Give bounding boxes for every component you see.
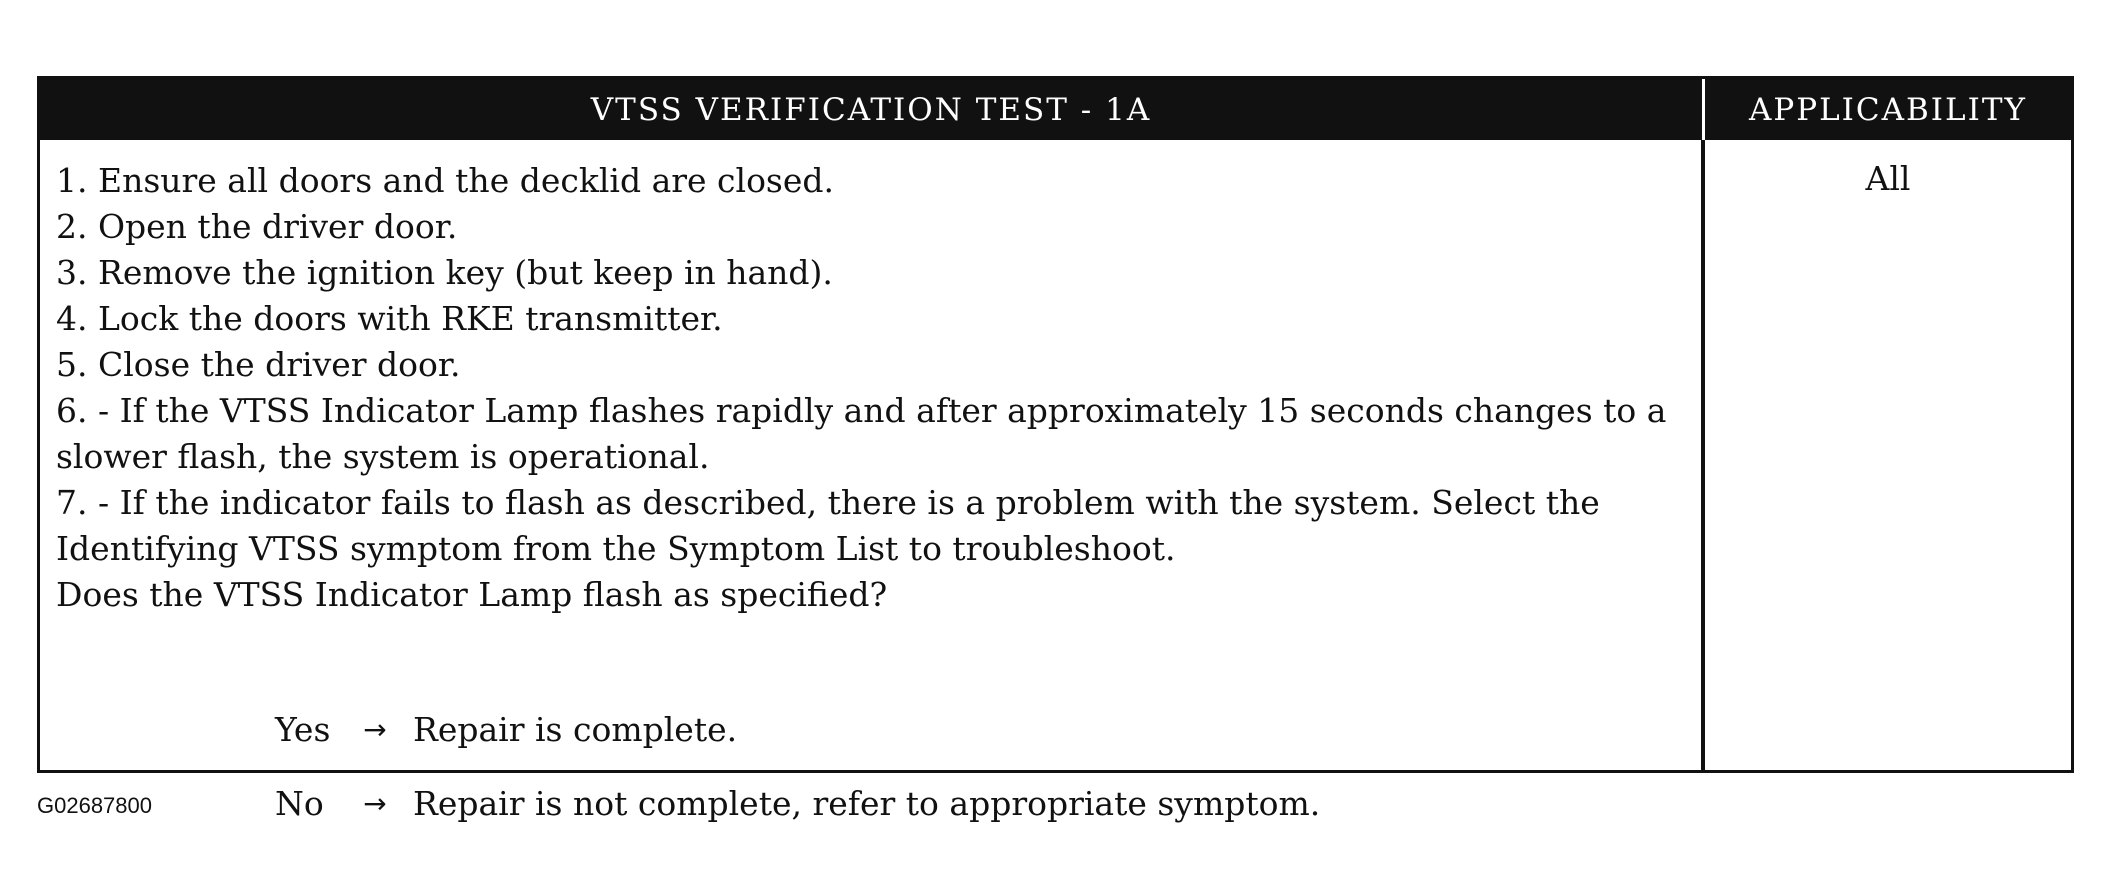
outcome-result: Repair is complete. (413, 710, 738, 749)
step-item: 3. Remove the ignition key (but keep in hand). (56, 253, 833, 292)
right-arrow-icon: → (363, 787, 387, 820)
step-list (56, 158, 1701, 572)
outcome-result: Repair is not complete, refer to appropriate symptom. (413, 784, 1321, 823)
step-item: 5. Close the driver door. (56, 345, 461, 384)
answer-label: Yes (275, 710, 331, 749)
step-item: 4. Lock the doors with RKE transmitter. (56, 299, 723, 338)
applicability-value: All (1865, 159, 1911, 198)
step-item: 7. - If the indicator fails to flash as described, there is a problem with the system. Select the Identifying VTSS symptom from the Symptom List to troubleshoot. (56, 483, 1611, 568)
outcome-yes (275, 707, 737, 753)
applicability-cell (1705, 140, 2071, 770)
outcome-no (275, 781, 1320, 827)
answer-label: No (275, 784, 324, 823)
applicability-header: APPLICABILITY (1705, 79, 2071, 140)
verification-question: Does the VTSS Indicator Lamp flash as specified? (56, 575, 888, 614)
right-arrow-icon: → (363, 713, 387, 746)
step-item: 1. Ensure all doors and the decklid are closed. (56, 161, 835, 200)
step-item: 6. - If the VTSS Indicator Lamp flashes rapidly and after approximately 15 seconds changes to a slower flash, the system is operational. (56, 391, 1677, 476)
figure-code: G02687800 (37, 793, 152, 818)
table-title: VTSS VERIFICATION TEST - 1A (40, 79, 1705, 140)
step-item: 2. Open the driver door. (56, 207, 458, 246)
